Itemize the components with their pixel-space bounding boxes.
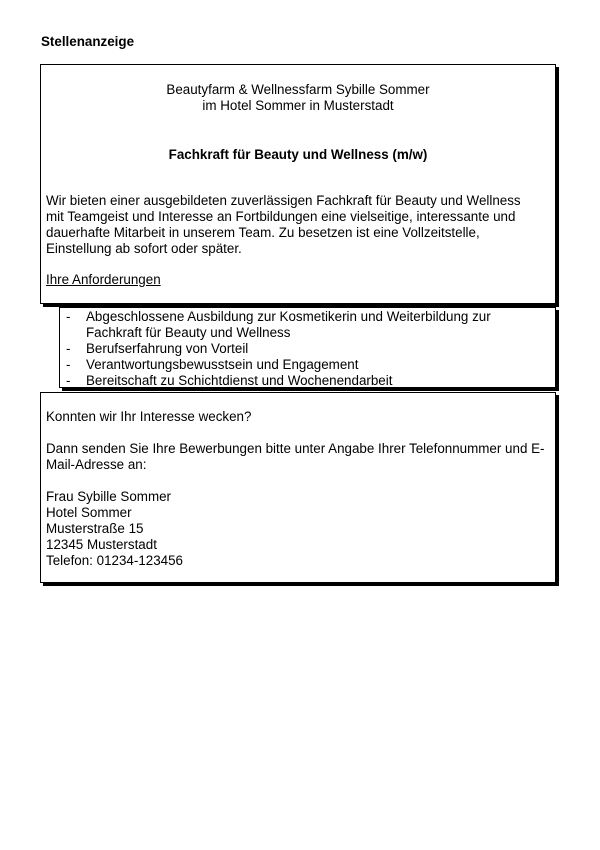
requirement-text: Bereitschaft zu Schichtdienst und Wochenendarbeit bbox=[86, 373, 393, 388]
contact-street: Musterstraße 15 bbox=[46, 521, 144, 536]
job-intro: Wir bieten einer ausgebildeten zuverlässigen Fachkraft für Beauty und Wellness mit Teamgeist und Interesse an Fortbildungen eine vielseitige, interessante und dauerhafte Mitarbeit in unserem Team. Zu besetzen ist eine Vollzeitstelle, Einstellung ab sofort oder später. bbox=[46, 193, 521, 256]
requirements-list bbox=[60, 309, 555, 389]
company-name-line: Beautyfarm & Wellnessfarm Sybille Sommer bbox=[166, 82, 430, 97]
contact-city: 12345 Musterstadt bbox=[46, 537, 157, 552]
requirement-item bbox=[60, 373, 555, 389]
requirements-box bbox=[59, 307, 556, 388]
dash-bullet: - bbox=[66, 357, 71, 372]
requirement-item bbox=[60, 341, 555, 357]
requirement-item bbox=[60, 357, 555, 373]
requirement-item bbox=[60, 309, 555, 341]
contact-name: Frau Sybille Sommer bbox=[46, 489, 172, 504]
requirements-heading: Ihre Anforderungen bbox=[46, 272, 161, 287]
dash-bullet: - bbox=[66, 341, 71, 356]
company-location-line: im Hotel Sommer in Musterstadt bbox=[202, 98, 394, 113]
requirement-text: Abgeschlossene Ausbildung zur Kosmetikerin und Weiterbildung zur Fachkraft für Beauty und Wellness bbox=[86, 309, 491, 340]
dash-bullet: - bbox=[66, 309, 71, 324]
contact-company: Hotel Sommer bbox=[46, 505, 132, 520]
contact-address bbox=[46, 489, 183, 569]
job-summary-box bbox=[40, 64, 556, 304]
requirement-text: Verantwortungsbewusstsein und Engagement bbox=[86, 357, 359, 372]
company-info bbox=[41, 82, 555, 114]
job-title: Fachkraft für Beauty und Wellness (m/w) bbox=[168, 147, 428, 162]
interest-question: Konnten wir Ihr Interesse wecken? bbox=[46, 409, 252, 424]
contact-phone: Telefon: 01234-123456 bbox=[46, 553, 183, 568]
application-instructions: Dann senden Sie Ihre Bewerbungen bitte unter Angabe Ihrer Telefonnummer und E-Mail-Adresse an: bbox=[46, 441, 545, 472]
requirement-text: Berufserfahrung von Vorteil bbox=[86, 341, 249, 356]
dash-bullet: - bbox=[66, 373, 71, 388]
application-box bbox=[40, 392, 556, 583]
document-heading: Stellenanzeige bbox=[41, 34, 135, 49]
